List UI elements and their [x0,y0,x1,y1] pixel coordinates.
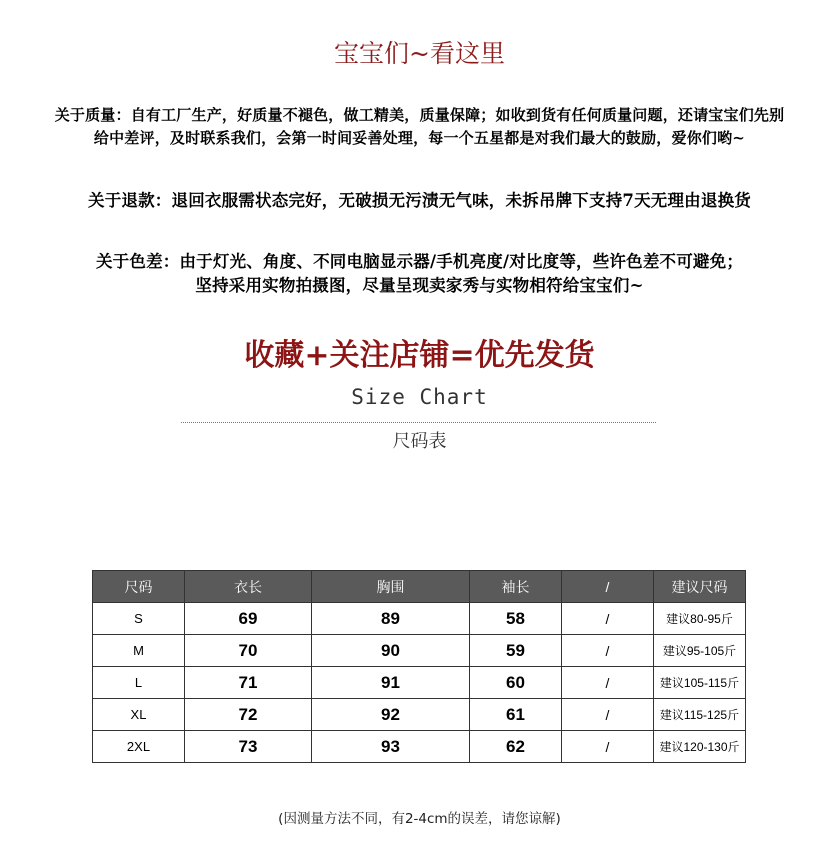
cell-length: 70 [185,635,312,667]
cell-bust: 89 [312,603,470,635]
cell-slash: / [562,731,654,763]
table-row [93,635,746,667]
cell-recommended: 建议95-105斤 [654,635,746,667]
table-row [93,667,746,699]
cell-size: S [93,603,185,635]
header-bust: 胸围 [312,571,470,603]
cell-sleeve: 58 [470,603,562,635]
header-length: 衣长 [185,571,312,603]
cell-bust: 92 [312,699,470,731]
header-recommended: 建议尺码 [654,571,746,603]
measurement-note: (因测量方法不同，有2-4cm的误差，请您谅解) [278,811,561,827]
cell-recommended: 建议105-115斤 [654,667,746,699]
header-size: 尺码 [93,571,185,603]
header-slash: / [562,571,654,603]
table-row [93,731,746,763]
cell-length: 69 [185,603,312,635]
cell-slash: / [562,635,654,667]
table-row [93,699,746,731]
cell-slash: / [562,603,654,635]
cell-slash: / [562,699,654,731]
table-header-row [93,571,746,603]
quality-note [0,104,839,150]
quality-line-2: 给中差评，及时联系我们，会第一时间妥善处理，每一个五星都是对我们最大的鼓励，爱你们哟~ [93,129,746,147]
cell-length: 72 [185,699,312,731]
page-heading: 宝宝们~看这里 [334,39,505,68]
cell-sleeve: 59 [470,635,562,667]
cell-size: M [93,635,185,667]
cell-length: 73 [185,731,312,763]
cell-sleeve: 61 [470,699,562,731]
color-difference-note [0,250,839,298]
cell-recommended: 建议80-95斤 [654,603,746,635]
cell-bust: 91 [312,667,470,699]
color-line-1: 关于色差：由于灯光、角度、不同电脑显示器/手机亮度/对比度等，些许色差不可避免； [95,252,744,271]
size-chart-title: Size Chart [351,385,488,409]
cell-size: L [93,667,185,699]
cell-bust: 90 [312,635,470,667]
header-sleeve: 袖长 [470,571,562,603]
cell-sleeve: 60 [470,667,562,699]
returns-note: 关于退款：退回衣服需状态完好，无破损无污渍无气味，未拆吊牌下支持7天无理由退换货 [88,191,751,210]
cell-recommended: 建议120-130斤 [654,731,746,763]
cell-sleeve: 62 [470,731,562,763]
cell-recommended: 建议115-125斤 [654,699,746,731]
cell-length: 71 [185,667,312,699]
cell-size: XL [93,699,185,731]
size-chart-subtitle: 尺码表 [392,431,447,452]
color-line-2: 坚持采用实物拍摄图，尽量呈现卖家秀与实物相符给宝宝们~ [195,276,644,295]
cell-bust: 93 [312,731,470,763]
promo-banner: 收藏+关注店铺=优先发货 [244,338,595,373]
table-row [93,603,746,635]
cell-size: 2XL [93,731,185,763]
cell-slash: / [562,667,654,699]
quality-line-1: 关于质量：自有工厂生产，好质量不褪色，做工精美，质量保障；如收到货有任何质量问题，还请宝宝们先别 [54,106,785,124]
dotted-divider [181,422,656,423]
size-table [92,570,746,763]
